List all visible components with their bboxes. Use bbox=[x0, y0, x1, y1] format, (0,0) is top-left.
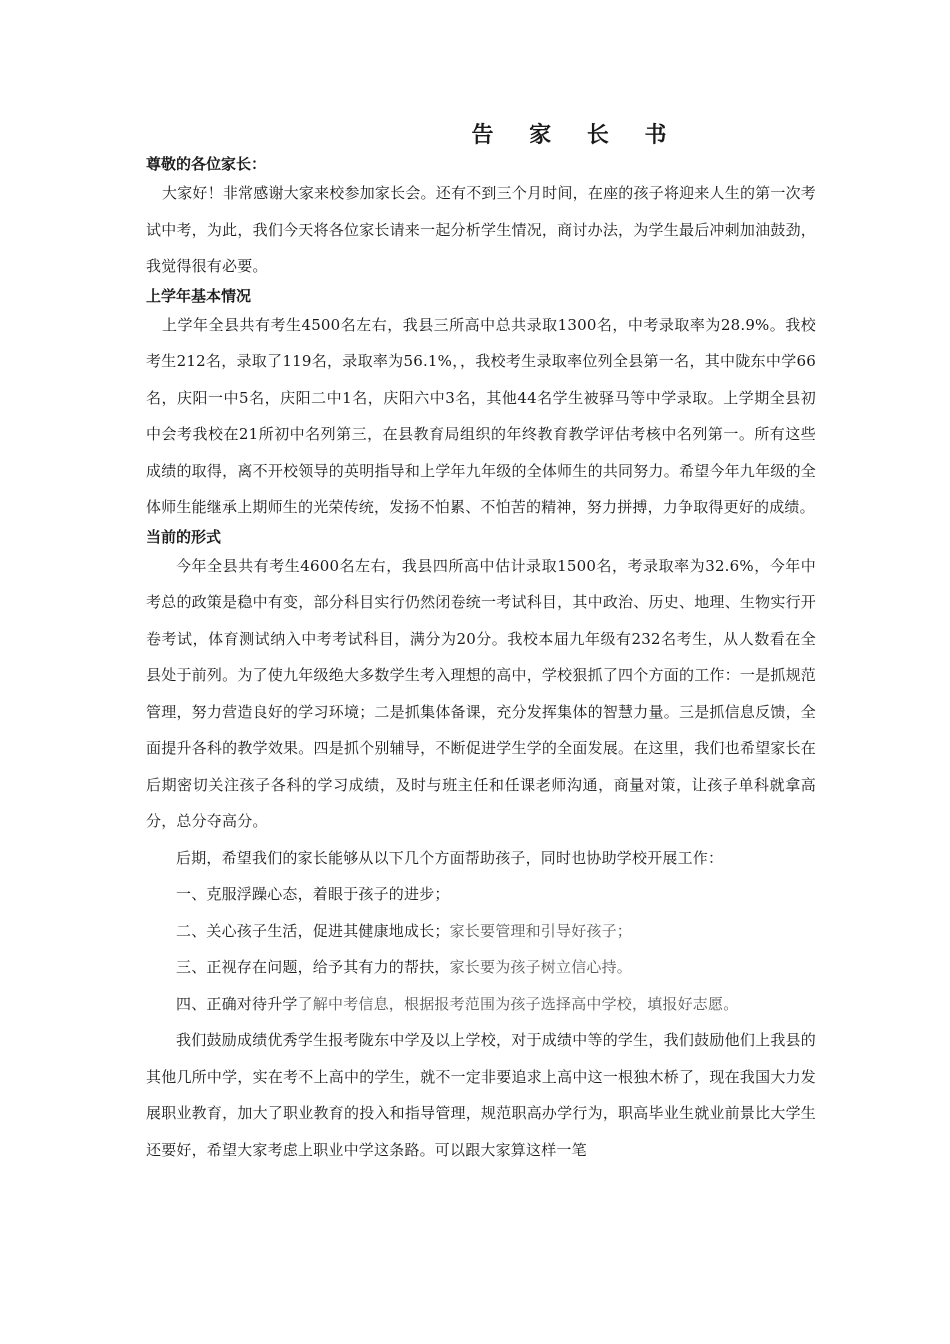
list-item-1: 一、克服浮躁心态，着眼于孩子的进步； bbox=[176, 885, 450, 903]
last-year-paragraph: 上学年全县共有考生4500名左右，我县三所高中总共录取1300名，中考录取率为28.9%。我校考生212名，录取了119名，录取率为56.1%，，我校考生录取率位列全县第一名，其中陇东中学66名，庆阳一中5名，庆阳二中1名，庆阳六中3名，其他44名学生被驿马等中学录取。上学期全县初中会考我校在21所初中名列第三，在县教育局组织的年终教育教学评估考核中名列第一。所有这些成绩的取得，离不开校领导的英明指导和上学年九年级的全体师生的共同努力。希望今年九年级的全体师生能继承上期师生的光荣传统，发扬不怕累、不怕苦的精神，努力拼搏，力争取得更好的成绩。 bbox=[146, 315, 816, 516]
closing-paragraph: 我们鼓励成绩优秀学生报考陇东中学及以上学校，对于成绩中等的学生，我们鼓励他们上我县的其他几所中学，实在考不上高中的学生，就不一定非要追求上高中这一根独木桥了，现在我国大力发展职业教育，加大了职业教育的投入和指导管理，规范职高办学行为，职高毕业生就业前景比大学生还要好，希望大家考虑上职业中学这条路。可以跟大家算这样一笔 bbox=[146, 1031, 816, 1159]
later-intro-paragraph: 后期，希望我们的家长能够从以下几个方面帮助孩子，同时也协助学校开展工作： bbox=[176, 848, 724, 867]
intro-paragraph: 大家好！非常感谢大家来校参加家长会。还有不到三个月时间，在座的孩子将迎来人生的第一次考试中考，为此，我们今天将各位家长请来一起分析学生情况，商讨办法，为学生最后冲刺加油鼓劲，我觉得很有必要。 bbox=[146, 184, 816, 275]
list-item-2 bbox=[146, 913, 816, 950]
section-heading-current-situation: 当前的形式 bbox=[146, 527, 222, 546]
list-item-4 bbox=[146, 986, 816, 1023]
list-item-3-main: 三、正视存在问题，给予其有力的帮扶， bbox=[176, 958, 450, 976]
list-item-3 bbox=[146, 949, 816, 986]
section-heading-last-year: 上学年基本情况 bbox=[146, 286, 252, 305]
list-item-2-main: 二、关心孩子生活，促进其健康地成长； bbox=[176, 921, 450, 940]
letter-title: 告 家 长 书 bbox=[471, 123, 681, 148]
letter-content bbox=[146, 118, 816, 1168]
list-item-4-note: 了解中考信息，根据报考范围为孩子选择高中学校，填报好志愿。 bbox=[297, 994, 739, 1013]
current-situation-paragraph: 今年全县共有考生4600名左右，我县四所高中估计录取1500名，考录取率为32.6%，今年中考总的政策是稳中有变，部分科目实行仍然闭卷统一考试科目，其中政治、历史、地理、生物实行开卷考试，体育测试纳入中考考试科目，满分为20分。我校本届九年级有232名考生，从人数看在全县处于前列。为了使九年级绝大多数学生考入理想的高中，学校狠抓了四个方面的工作：一是抓规范管理，努力营造良好的学习环境；二是抓集体备课，充分发挥集体的智慧力量。三是抓信息反馈，全面提升各科的教学效果。四是抓个别辅导，不断促进学生学的全面发展。在这里，我们也希望家长在后期密切关注孩子各科的学习成绩，及时与班主任和任课老师沟通，商量对策，让孩子单科就拿高分，总分夺高分。 bbox=[146, 556, 816, 830]
list-item-3-note: 家长要为孩子树立信心持。 bbox=[449, 958, 633, 976]
salutation: 尊敬的各位家长： bbox=[146, 155, 267, 173]
list-item-2-note: 家长要管理和引导好孩子； bbox=[449, 921, 633, 940]
list-item-4-main: 四、正确对待升学 bbox=[176, 994, 298, 1013]
